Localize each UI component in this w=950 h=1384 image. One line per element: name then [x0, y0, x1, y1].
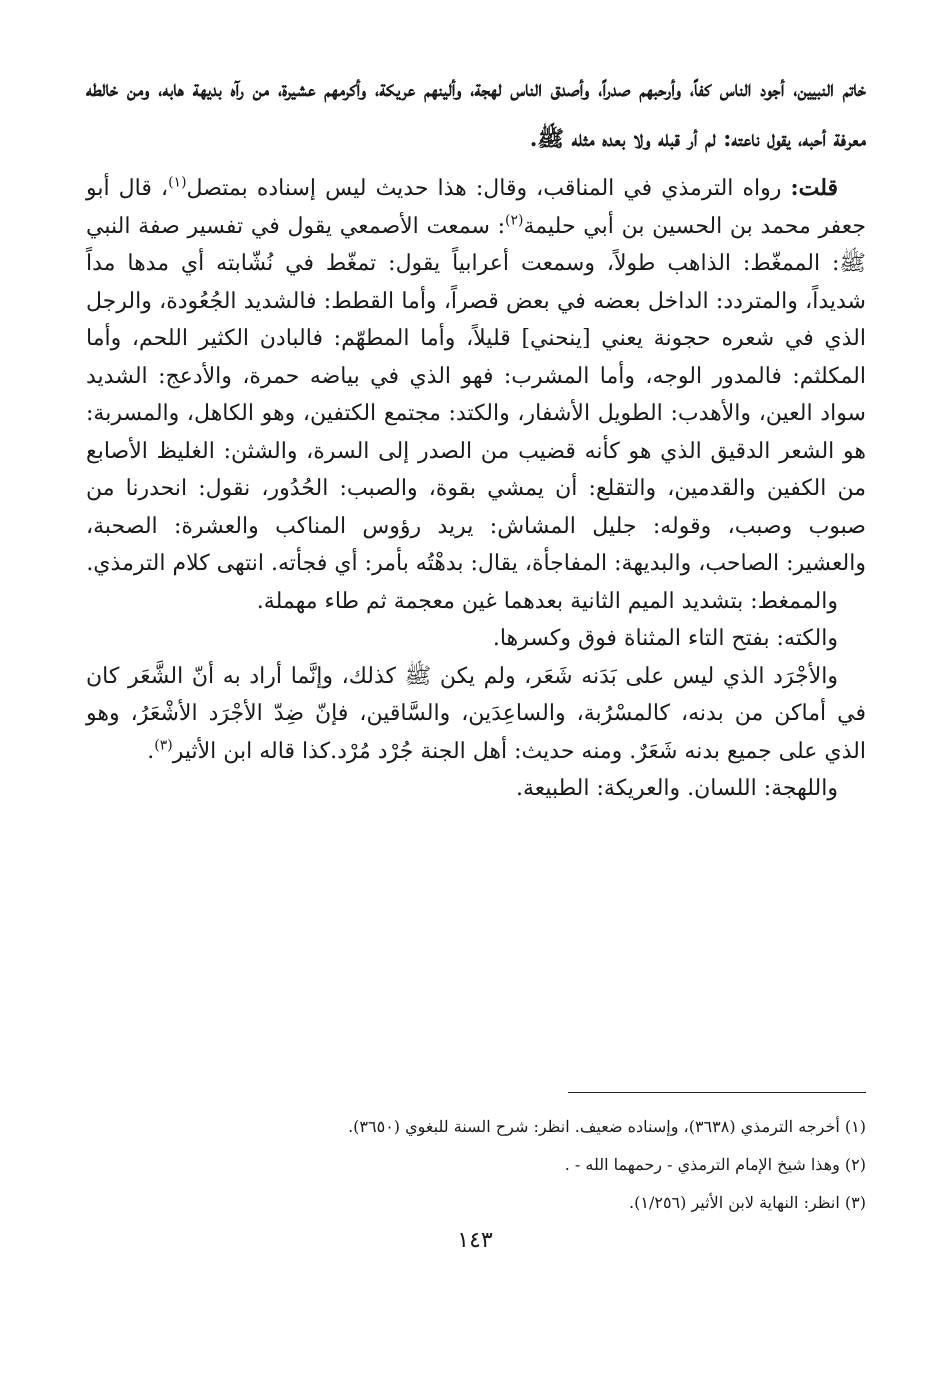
commentary-part-2: ، قال أبو جعفر محمد بن الحسين بن أبي حليمة	[86, 176, 866, 239]
note-ajrad	[86, 658, 866, 771]
footnote-ref-3: (٣)	[154, 737, 173, 754]
hadith-text: خاتم النبيين، أجود الناس كفاً، وأرحبهم صدراً، وأصدق الناس لهجة، وألينهم عريكة، وأكرمهم عشيرة، من رآه بديهة هابه، ومن خالطه معرفة أحبه، يقول ناعته: لم أر قبله ولا بعده مثله ﷺ.	[86, 76, 866, 152]
note-ajrad-part-2: .	[147, 738, 155, 764]
footnote-ref-2: (٢)	[505, 212, 524, 229]
commentary-paragraph	[86, 170, 866, 583]
main-text	[86, 64, 866, 808]
footnote-divider	[568, 1092, 866, 1093]
page-content	[86, 64, 866, 1212]
footnote-2: (٢) وهذا شيخ الإمام الترمذي - رحمهما الله - .	[564, 1155, 866, 1174]
footnote-3: (٣) انظر: النهاية لابن الأثير (١/٢٥٦).	[629, 1193, 866, 1212]
lead-word: قلت:	[790, 175, 838, 201]
page-number: ١٤٣	[457, 1228, 493, 1253]
footnotes	[86, 1108, 866, 1222]
note-mughat: والممغط: بتشديد الميم الثانية بعدهما غين معجمة ثم طاء مهملة.	[256, 588, 838, 614]
footnote-ref-1: (١)	[168, 174, 187, 191]
note-lahja: واللهجة: اللسان. والعريكة: الطبيعة.	[515, 776, 838, 801]
footnote-1: (١) أخرجه الترمذي (٣٦٣٨)، وإسناده ضعيف. انظر: شرح السنة للبغوي (٣٦٥٠).	[348, 1117, 866, 1136]
note-katad: والكته: بفتح التاء المثناة فوق وكسرها.	[492, 626, 838, 651]
commentary-part-1: رواه الترمذي في المناقب، وقال: هذا حديث ليس إسناده بمتصل	[186, 176, 791, 201]
note-ajrad-part-1: والأجْرَد الذي ليس على بَدَنه شَعَر، ولم يكن ﷺ كذلك، وإنَّما أراد به أنّ الشَّعَر كان في أماكن من بدنه، كالمسْرُبة، والساعِدَين، والسَّاقين، فإنّ ضِدّ الأجْرَد الأشْعَرُ، وهو الذي على جميع بدنه شَعَرٌ. ومنه حديث: أهل الجنة جُرْد مُرْد.كذا قاله ابن الأثير	[86, 663, 866, 764]
commentary-part-3: : سمعت الأصمعي يقول في تفسير صفة النبي ﷺ: الممغّط: الذاهب طولاً، وسمعت أعرابياً يقول: تمغّط في نُشّابته أي مدها مداً شديداً، والمتردد: الداخل بعضه في بعض قصراً، وأما القطط: فالشديد الجُعُودة، والرجل الذي في شعره حجونة يعني [ينحني] قليلاً، وأما المطهّم: فالبادن الكثير اللحم، وأما المكلثم: فالمدور الوجه، وأما المشرب: فهو الذي في بياضه حمرة، والأدعج: الشديد سواد العين، والأهدب: الطويل الأشفار، والكتد: مجتمع الكتفين، وهو الكاهل، والمسربة: هو الشعر الدقيق الذي هو كأنه قضيب من الصدر إلى السرة، والشثن: الغليظ الأصابع من الكفين والقدمين، والتقلع: أن يمشي بقوة، والصبب: الحُدُور، نقول: انحدرنا من صبوب وصبب، وقوله: جليل المشاش: يريد رؤوس المناكب والعشرة: الصحبة، والعشير: الصاحب، والبديهة: المفاجأة، يقال: بدهْتُه بأمر: أي فجأته. انتهى كلام الترمذي.	[86, 213, 866, 576]
